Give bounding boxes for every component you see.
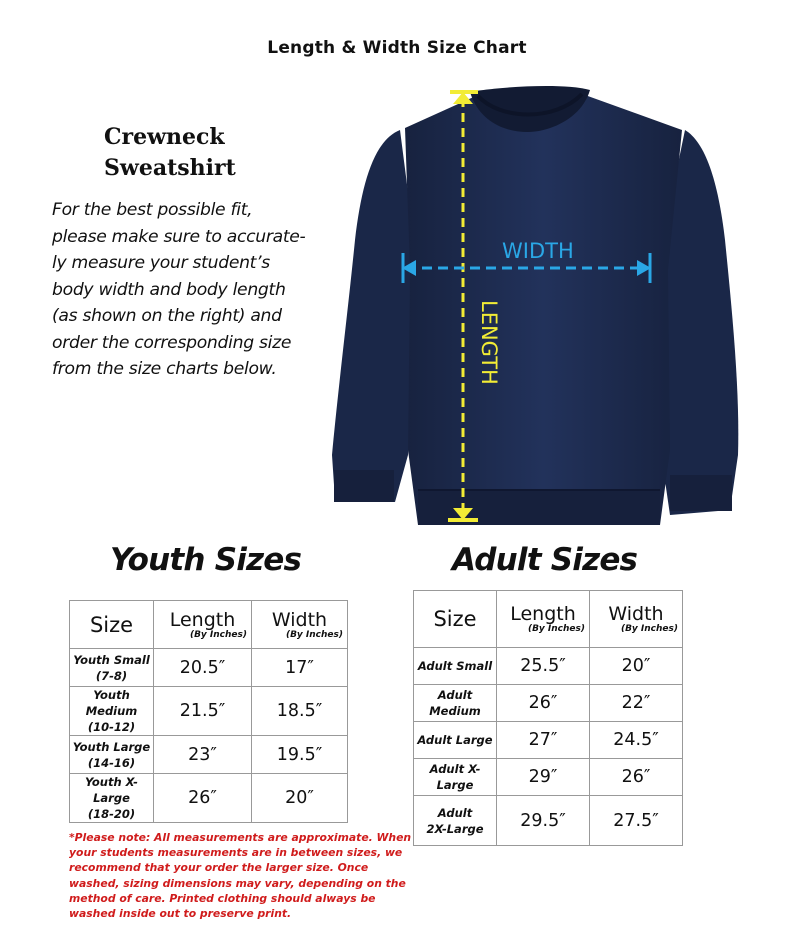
table-row — [414, 759, 683, 796]
intro-line: order the corresponding size — [52, 332, 292, 353]
length-value: 25.5″ — [497, 648, 590, 685]
width-value: 22″ — [590, 685, 683, 722]
product-name-line: Crewneck — [104, 124, 225, 150]
size-range: (18-20) — [87, 807, 136, 821]
size-range: (10-12) — [87, 720, 136, 734]
header-length-unit: (By Inches) — [189, 629, 247, 640]
table-row — [414, 796, 683, 846]
adult-sizes-title: Adult Sizes — [452, 542, 638, 578]
header-length — [154, 601, 252, 649]
note-line: your students measurements are in between sizes, we — [69, 846, 403, 860]
length-value: 26″ — [154, 774, 252, 823]
length-value: 23″ — [154, 736, 252, 774]
intro-line: ly measure your student’s — [52, 253, 270, 273]
width-value: 20″ — [590, 648, 683, 685]
measurement-note — [69, 830, 412, 921]
size-range: 2X-Large — [426, 821, 484, 836]
length-value: 29″ — [497, 759, 590, 796]
page-title: Length & Width Size Chart — [267, 38, 527, 58]
width-value: 24.5″ — [590, 722, 683, 759]
table-row — [70, 649, 348, 687]
length-value: 27″ — [497, 722, 590, 759]
row-size-label — [70, 649, 154, 687]
width-value: 26″ — [590, 759, 683, 796]
note-line: washed, sizing dimensions may vary, depending on the — [69, 876, 406, 890]
width-value: 19.5″ — [252, 736, 348, 774]
row-size-label — [70, 687, 154, 736]
width-value: 18.5″ — [252, 687, 348, 736]
size-name: Youth Medium — [85, 688, 138, 718]
size-name: Youth X-Large — [85, 775, 138, 805]
table-row — [70, 736, 348, 774]
table-row — [414, 722, 683, 759]
sweatshirt-diagram — [300, 70, 740, 540]
length-label: LENGTH — [477, 300, 501, 385]
row-size-label — [414, 648, 497, 685]
length-value: 20.5″ — [154, 649, 252, 687]
length-value: 26″ — [497, 685, 590, 722]
header-width-label: Width — [608, 603, 664, 625]
size-range: (14-16) — [87, 755, 136, 770]
row-size-label — [414, 685, 497, 722]
note-line: method of care. Printed clothing should always be — [69, 891, 376, 905]
intro-line: please make sure to accurate- — [52, 226, 306, 247]
youth-sizes-title: Youth Sizes — [110, 542, 302, 578]
row-size-label — [414, 722, 497, 759]
table-row — [70, 774, 348, 823]
header-length — [497, 591, 590, 648]
header-width-unit: (By Inches) — [620, 624, 678, 634]
note-line: *Please note: All measurements are approximate. When — [69, 831, 412, 844]
length-value: 29.5″ — [497, 796, 590, 846]
intro-line: For the best possible fit, — [52, 200, 253, 220]
header-length-unit: (By Inches) — [527, 624, 585, 634]
table-header-row — [70, 601, 348, 649]
row-size-label — [414, 759, 497, 796]
sweatshirt-shape — [332, 86, 738, 525]
header-width-label: Width — [271, 608, 328, 631]
size-range: (7-8) — [95, 668, 128, 683]
header-size: Size — [70, 601, 154, 649]
size-name: Adult X-Large — [429, 762, 481, 792]
row-size-label — [414, 796, 497, 846]
size-name: Youth Small — [73, 652, 150, 667]
width-value: 20″ — [252, 774, 348, 823]
width-value: 17″ — [252, 649, 348, 687]
intro-line: from the size charts below. — [52, 359, 277, 379]
header-width — [590, 591, 683, 648]
note-line: recommend that your order the larger size. Once — [69, 861, 369, 875]
note-line: washed inside out to preserve print. — [69, 907, 292, 921]
header-width-unit: (By Inches) — [285, 629, 343, 640]
header-width — [252, 601, 348, 649]
product-name — [104, 122, 304, 184]
width-label: WIDTH — [502, 239, 574, 263]
size-name: Adult Large — [417, 733, 493, 747]
adult-size-table — [413, 590, 683, 846]
size-name: Adult — [437, 805, 473, 820]
youth-size-table — [69, 600, 348, 823]
product-name-line: Sweatshirt — [104, 155, 236, 181]
row-size-label — [70, 774, 154, 823]
width-value: 27.5″ — [590, 796, 683, 846]
table-row — [70, 687, 348, 736]
row-size-label — [70, 736, 154, 774]
size-name: Adult Medium — [429, 688, 481, 718]
size-name: Youth Large — [72, 739, 151, 754]
header-length-label: Length — [510, 603, 576, 625]
table-row — [414, 685, 683, 722]
header-size: Size — [414, 591, 497, 648]
intro-line: (as shown on the right) and — [52, 306, 282, 326]
size-name: Adult Small — [417, 659, 493, 673]
table-header-row — [414, 591, 683, 648]
table-row — [414, 648, 683, 685]
length-value: 21.5″ — [154, 687, 252, 736]
intro-line: body width and body length — [52, 279, 286, 300]
header-length-label: Length — [169, 608, 236, 631]
